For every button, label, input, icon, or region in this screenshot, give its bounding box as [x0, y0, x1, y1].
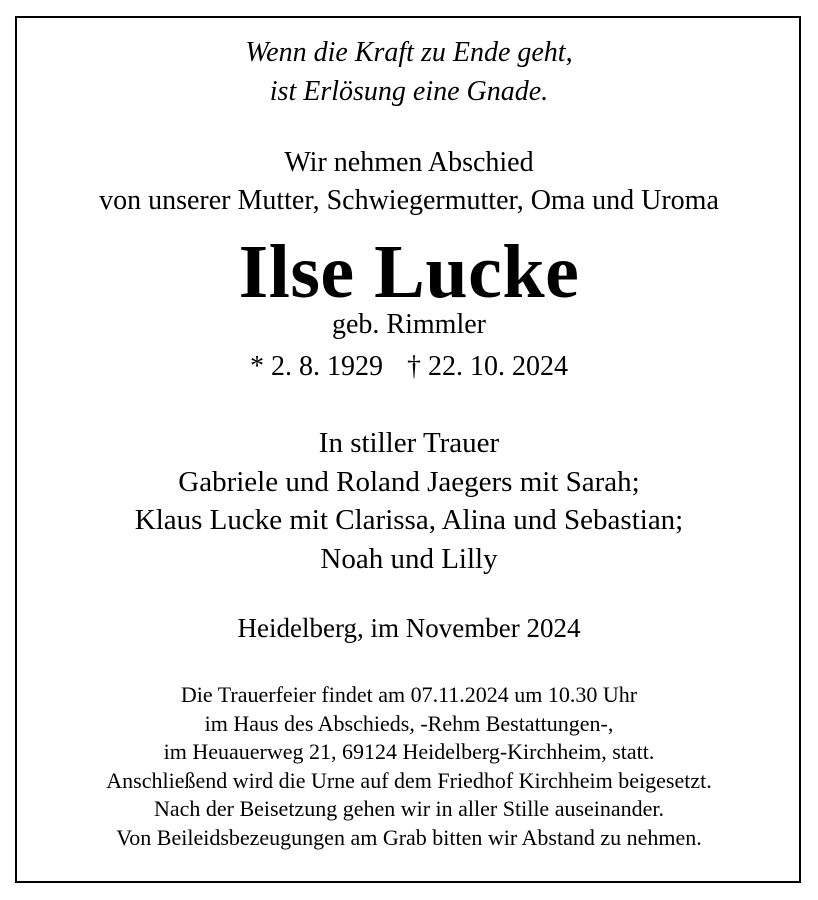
- details-line: im Haus des Abschieds, -Rehm Bestattungen-,: [204, 710, 614, 736]
- intro-line: Wir nehmen Abschied: [284, 147, 534, 178]
- motto-verse: [0, 33, 818, 111]
- details-line: Anschließend wird die Urne auf dem Friedhof Kirchheim beigesetzt.: [106, 767, 712, 793]
- death-date: † 22. 10. 2024: [407, 351, 568, 382]
- intro-line: von unserer Mutter, Schwiegermutter, Oma und Uroma: [99, 185, 719, 216]
- life-dates: [0, 347, 818, 387]
- funeral-details: [0, 681, 818, 852]
- details-line: Die Trauerfeier findet am 07.11.2024 um 10.30 Uhr: [180, 682, 638, 707]
- farewell-intro: [0, 144, 818, 220]
- maiden-name: geb. Rimmler: [332, 309, 486, 340]
- deceased-name: Ilse Lucke: [238, 230, 580, 314]
- motto-line: Wenn die Kraft zu Ende geht,: [245, 37, 573, 68]
- details-line: im Heuauerweg 21, 69124 Heidelberg-Kirchheim, statt.: [163, 739, 655, 764]
- details-line: Von Beileidsbezeugungen am Grab bitten wir Abstand zu nehmen.: [116, 824, 702, 850]
- motto-line: ist Erlösung eine Gnade.: [269, 76, 549, 107]
- place-and-date: Heidelberg, im November 2024: [237, 613, 581, 643]
- mourners-line: Gabriele und Roland Jaegers mit Sarah;: [178, 465, 640, 498]
- birth-date: * 2. 8. 1929: [250, 351, 383, 382]
- mourners-line: Noah und Lilly: [320, 542, 498, 575]
- mourners-line: In stiller Trauer: [318, 427, 500, 459]
- mourners-line: Klaus Lucke mit Clarissa, Alina und Sebastian;: [134, 504, 684, 536]
- mourners-list: [0, 424, 818, 578]
- details-line: Nach der Beisetzung gehen wir in aller Stille auseinander.: [153, 796, 665, 821]
